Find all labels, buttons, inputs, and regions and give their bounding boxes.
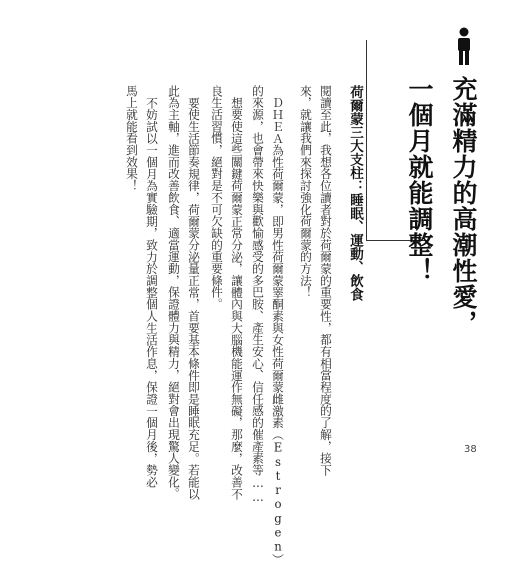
- paragraph-3-line-2: 良生活習慣，絕對是不可欠缺的重要條件。: [210, 85, 224, 311]
- paragraph-5-line-1: 不妨試以一個月為實驗期，致力於調整個人生活作息，保證一個月後，勢必: [145, 97, 159, 489]
- paragraph-1-line-1: 閱讀至此，我想各位讀者對於荷爾蒙的重要性，都有相當程度的了解，接下: [319, 85, 333, 477]
- paragraph-5-line-2: 馬上就能看到效果！: [125, 85, 139, 192]
- page-number: 38: [464, 444, 477, 455]
- paragraph-1-line-2: 來，就讓我們來探討強化荷爾蒙的方法！: [299, 85, 313, 299]
- paragraph-2-line-2: 的來源，也會帶來快樂與歡愉感受的多巴胺、產生安心、信任感的催產素等……: [251, 85, 265, 505]
- heading-line-1: 充滿精力的高潮性愛，: [449, 76, 478, 336]
- paragraph-2-line-1: ＤＨＥＡ為性荷爾蒙，即男性荷爾蒙睪酮素與女性荷爾蒙雌激素（Estrogen）: [271, 97, 285, 566]
- paragraph-4-line-1: 要使生活節奏規律，荷爾蒙分泌量正常，首要基本條件即是睡眠充足。若能以: [187, 97, 201, 500]
- section-title: 荷爾蒙三大支柱：睡眠、運動、飲食: [347, 85, 363, 301]
- heading-line-2: 一個月就能調整！: [405, 76, 434, 284]
- paragraph-4-line-2: 此為主軸，進而改善飲食、適當運動，保證體力與精力，絕對會出現驚人變化。: [167, 85, 181, 500]
- standing-figure-icon: [452, 26, 476, 66]
- paragraph-3-line-1: 想要使這些關鍵荷爾蒙正常分泌，讓體內與大腦機能運作無礙，那麼，改善不: [230, 97, 244, 500]
